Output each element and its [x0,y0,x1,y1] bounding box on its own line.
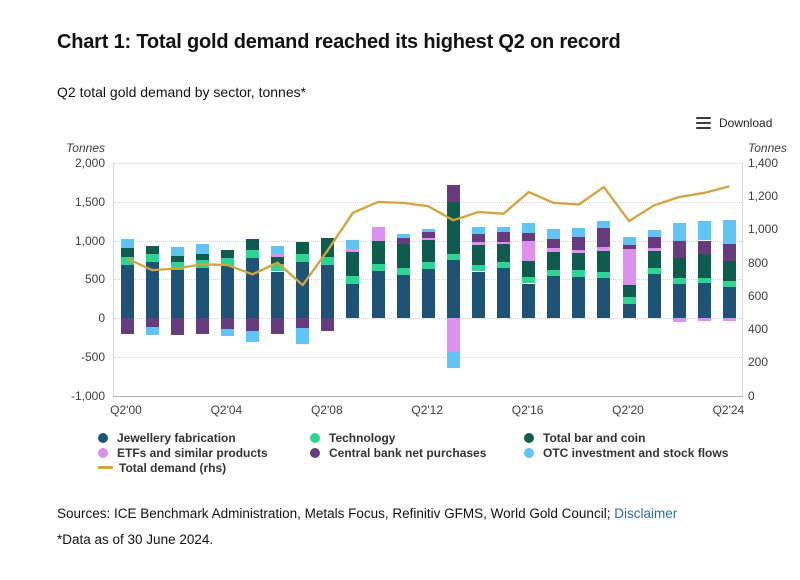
download-label: Download [719,116,773,130]
legend-item-central-bank-net-purchases[interactable] [310,445,486,460]
legend-item-otc-investment-and-stock-flows[interactable] [524,445,728,460]
legend-dot-marker-icon [524,433,534,443]
left-axis-tick-label: -500 [80,349,105,364]
chart-subtitle: Q2 total gold demand by sector, tonnes* [57,84,307,100]
legend-label: Jewellery fabrication [117,430,236,445]
left-axis-tick-label: 0 [98,311,105,325]
left-axis-tick-label: -1,000 [70,388,105,403]
legend-label: Total demand (rhs) [119,460,227,475]
legend-item-etfs-and-similar-products[interactable] [98,445,268,460]
x-axis-tick-label: Q2'08 [310,403,343,417]
legend-item-total-bar-and-coin[interactable] [524,430,728,445]
legend-dot-marker-icon [310,448,320,458]
x-axis-tick-label: Q2'04 [210,403,243,417]
legend-line-marker-icon [98,466,113,469]
left-axis-tick-label: 2,000 [74,156,105,170]
right-axis-tick-label: 200 [748,355,769,370]
right-axis-tick-label: 1,200 [748,189,779,204]
legend-column [524,430,728,460]
total-demand-polyline[interactable] [127,186,729,285]
legend-item-technology[interactable] [310,430,486,445]
data-note: *Data as of 30 June 2024. [57,532,214,547]
left-axis-title: Tonnes [66,141,105,155]
legend-item-total-demand-rhs-[interactable] [98,460,268,475]
legend-dot-marker-icon [524,448,534,458]
legend-label: Central bank net purchases [329,445,487,460]
right-axis-tick-label: 1,400 [748,156,779,170]
x-axis-tick-label: Q2'20 [612,403,644,417]
chart-title: Chart 1: Total gold demand reached its highest Q2 on record [57,31,621,53]
right-axis-tick-label: 600 [748,288,769,303]
legend-column [98,430,268,475]
left-axis-tick-label: 1,500 [74,194,105,209]
total-demand-line[interactable] [114,163,742,396]
legend-label: OTC investment and stock flows [543,445,729,460]
legend-label: Total bar and coin [543,430,646,445]
x-axis-tick-label: Q2'12 [411,403,444,417]
download-button[interactable] [694,114,774,132]
disclaimer-link[interactable]: Disclaimer [614,506,678,521]
legend-dot-marker-icon [98,448,108,458]
left-axis-tick-label: 1,000 [74,233,105,248]
left-axis-tick-label: 500 [84,272,105,287]
x-axis-tick-label: Q2'24 [712,403,745,417]
legend-label: ETFs and similar products [117,445,268,460]
sources-text: Sources: ICE Benchmark Administration, Metals Focus, Refinitiv GFMS, World Gold Council; [57,506,615,521]
right-axis-tick-label: 800 [748,255,769,270]
legend-dot-marker-icon [310,433,320,443]
right-axis-tick-label: 400 [748,322,769,337]
sources-note [57,506,677,521]
legend-item-jewellery-fabrication[interactable] [98,430,268,445]
legend-column [310,430,486,460]
legend-label: Technology [329,430,396,445]
plot-area [113,163,743,397]
x-axis-tick-label: Q2'16 [511,403,544,417]
legend-dot-marker-icon [98,433,108,443]
right-axis-tick-label: 0 [748,388,755,403]
hamburger-menu-icon [696,117,711,130]
x-axis-tick-label: Q2'00 [110,403,142,417]
right-axis-title: Tonnes [748,141,787,155]
right-axis-tick-label: 1,000 [748,222,779,237]
